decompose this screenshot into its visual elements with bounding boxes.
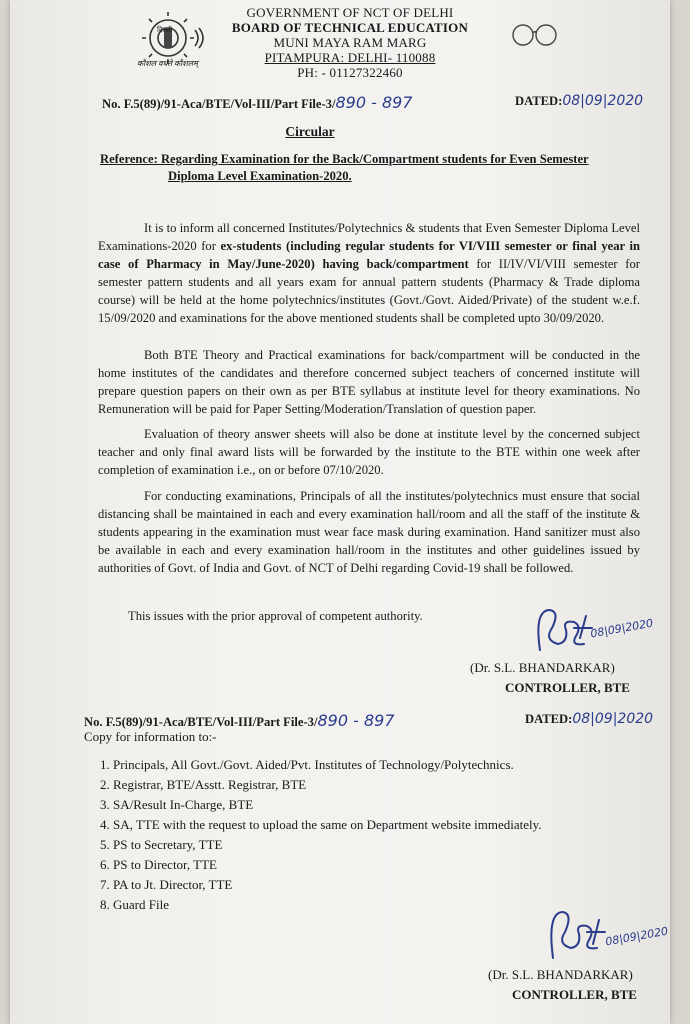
swachh-bharat-glasses-icon <box>510 22 560 48</box>
signature-2-name: (Dr. S.L. BHANDARKAR) <box>488 967 633 982</box>
list-item: 3. SA/Result In-Charge, BTE <box>100 797 254 812</box>
file-number-copy <box>84 711 394 730</box>
file-number <box>102 93 412 112</box>
circular-title: Circular <box>285 124 335 139</box>
document-page <box>10 0 670 1024</box>
paragraph-2: Both BTE Theory and Practical examinations for back/compartment will be conducted in the home institutes of the candidates and therefore concerned subject teachers of concerned institute will prepare question papers on their own as per BTE syllabus at institute level for theory examinations. No Remuneration will be paid for Paper Setting/Moderation/Translation of question paper. <box>98 348 640 416</box>
list-item: 5. PS to Secretary, TTE <box>100 837 223 852</box>
header-board: BOARD OF TECHNICAL EDUCATION <box>231 20 469 35</box>
copy-list <box>100 755 640 915</box>
list-item: 2. Registrar, BTE/Asstt. Registrar, BTE <box>100 777 307 792</box>
file-number-copy-text: No. F.5(89)/91-Aca/BTE/Vol-III/Part File-3/ <box>84 715 318 729</box>
reference-block <box>100 151 640 185</box>
file-number-handwritten: 890 - 897 <box>335 93 413 112</box>
logo-motto: कौशल वर्धते कौशलम् <box>137 59 198 68</box>
header-government: GOVERNMENT OF NCT OF DELHI <box>246 5 454 20</box>
signature-1-name: (Dr. S.L. BHANDARKAR) <box>470 660 615 675</box>
copy-for-information-label: Copy for information to:- <box>84 729 217 744</box>
signature-2-date: 08|09|2020 <box>604 924 670 949</box>
list-item: 1. Principals, All Govt./Govt. Aided/Pvt. Institutes of Technology/Polytechnics. <box>100 757 514 772</box>
list-item: 4. SA, TTE with the request to upload the same on Department website immediately. <box>100 817 542 832</box>
signature-1-designation: CONTROLLER, BTE <box>505 680 630 695</box>
signature-1-date: 08|09|2020 <box>589 616 655 641</box>
letterhead <box>200 5 500 80</box>
paragraph-1-bold: ex-students (including regular students for VI/VIII semester or final year in case of Pharmacy in May/June-2020) having back/compartment <box>98 239 640 271</box>
dated-copy-handwritten: 08|09|2020 <box>572 711 654 727</box>
dated-label: DATED: <box>515 94 563 108</box>
file-number-copy-handwritten: 890 - 897 <box>317 711 395 730</box>
header-address-road: MUNI MAYA RAM MARG <box>273 35 427 50</box>
logo-text: दिल्ली <box>157 26 173 34</box>
paragraph-4: For conducting examinations, Principals of all the institutes/polytechnics must ensure that social distancing shall be maintained in each and every examination hall/room and all the staff of the institute & students appearing in the examination must wear face mask during examination. Hand sanitizer must also be available in each and every examination hall/room in the institutes and other guidelines issued by authorities of Govt. of India and Govt. of NCT of Delhi regarding Covid-19 shall be followed. <box>98 489 640 575</box>
paragraph-1-text-b: for II/IV/VI/VIII semester for semester pattern students and all years exam for annual pattern students (Pharmacy & Trade diploma course) will be held at the home polytechnics/institutes (Govt./Govt. Aided/Private) of the student w.e.f. 15/09/2020 and examinations for the above mentioned students shall be completed upto 30/09/2020. <box>98 257 640 325</box>
reference-line-1: Reference: Regarding Examination for the Back/Compartment students for Even Semester <box>100 152 589 166</box>
paragraph-1-text-a: It is to inform all concerned Institutes/Polytechnics & students that Even Semester Diploma Level Examinations-2020 for <box>98 221 640 253</box>
reference-line-2: Diploma Level Examination-2020. <box>168 169 352 183</box>
dated-copy <box>525 711 653 727</box>
signature-2-designation: CONTROLLER, BTE <box>512 987 637 1002</box>
list-item: 8. Guard File <box>100 897 169 912</box>
paragraph-5: This issues with the prior approval of competent authority. <box>128 609 423 623</box>
paragraph-1 <box>98 219 640 327</box>
paragraph-3: Evaluation of theory answer sheets will also be done at institute level by the concerned subject teacher and only final award lists will be forwarded by the institute to the BTE within one week after completion of examination i.e., on or before 07/10/2020. <box>98 427 640 477</box>
dated <box>515 93 643 109</box>
header-phone: PH: - 01127322460 <box>297 65 403 80</box>
list-item: 6. PS to Director, TTE <box>100 857 217 872</box>
dated-handwritten: 08|09|2020 <box>562 93 644 109</box>
file-number-text: No. F.5(89)/91-Aca/BTE/Vol-III/Part File-3/ <box>102 97 336 111</box>
header-address-city: PITAMPURA: DELHI- 110088 <box>264 50 436 65</box>
dated-copy-label: DATED: <box>525 712 573 726</box>
list-item: 7. PA to Jt. Director, TTE <box>100 877 233 892</box>
